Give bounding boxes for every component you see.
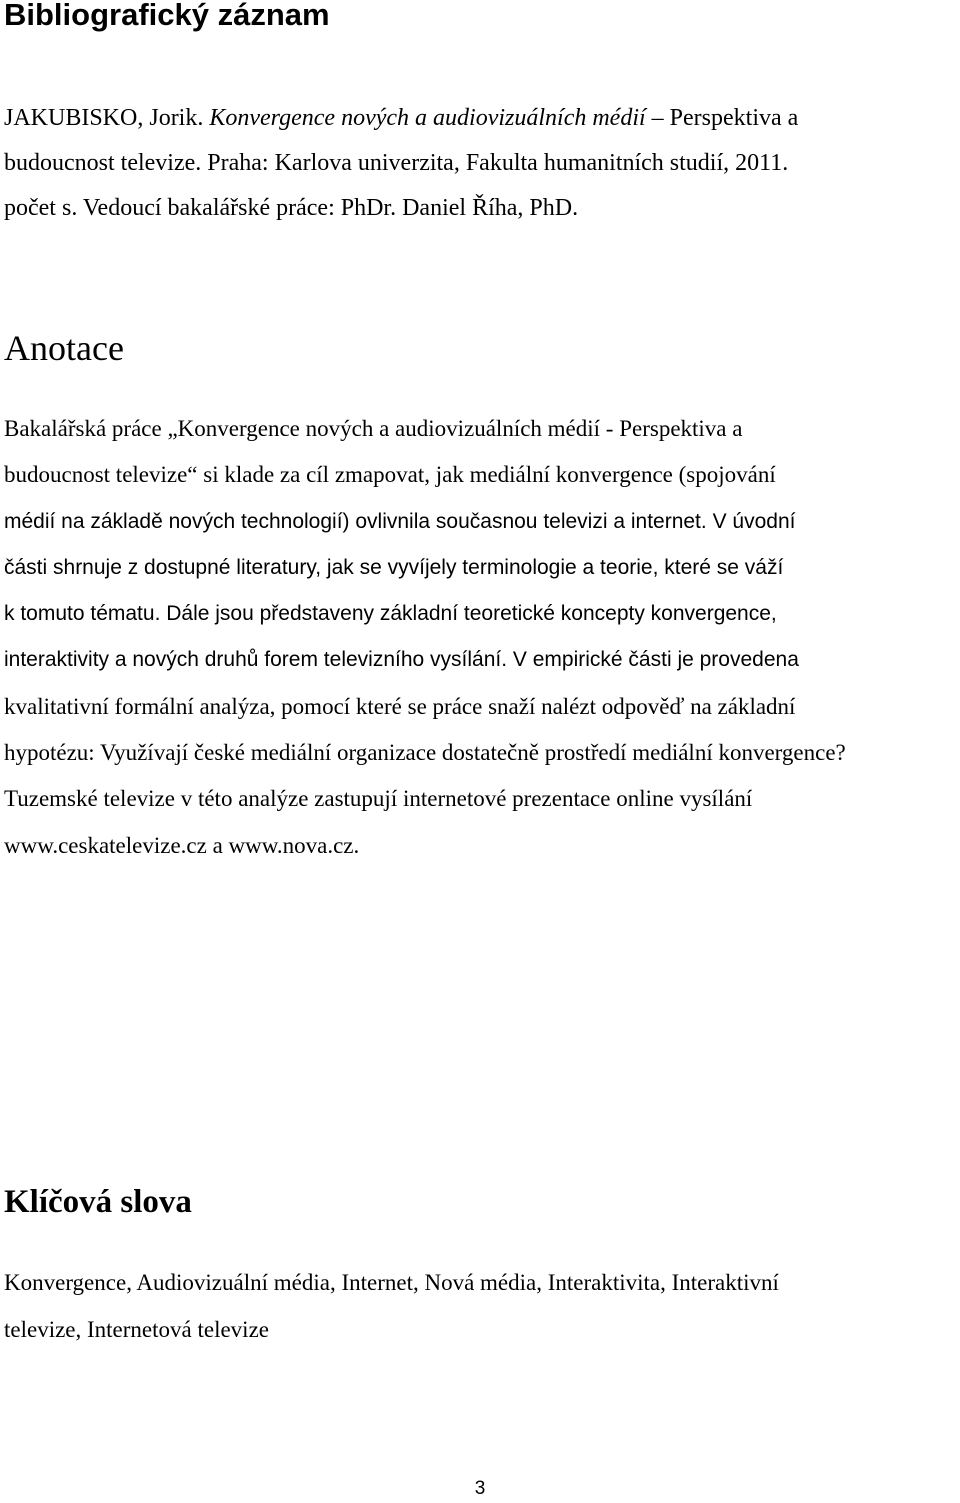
bibliographic-record bbox=[4, 96, 954, 231]
keywords-line-1: Konvergence, Audiovizuální média, Internet, Nová média, Interaktivita, Interaktivní bbox=[4, 1270, 779, 1295]
annotation-line: kvalitativní formální analýza, pomocí které se práce snaží nalézt odpověď na základní bbox=[4, 693, 796, 719]
keywords-heading: Klíčová slova bbox=[4, 1184, 192, 1220]
annotation-line: části shrnuje z dostupné literatury, jak se vyvíjely terminologie a teorie, které se váží bbox=[4, 555, 784, 579]
annotation-line: médií na základě nových technologií) ovlivnila současnou televizi a internet. V úvodní bbox=[4, 509, 796, 533]
thesis-title: Konvergence nových a audiovizuálních médií bbox=[209, 105, 646, 131]
thesis-subtitle: – Perspektiva a bbox=[645, 105, 799, 131]
bibliographic-line-3: počet s. Vedoucí bakalářské práce: PhDr. Daniel Říha, PhD. bbox=[4, 195, 579, 221]
annotation-line: budoucnost televize“ si klade za cíl zmapovat, jak mediální konvergence (spojování bbox=[4, 462, 776, 488]
author-name: JAKUBISKO, Jorik. bbox=[4, 105, 210, 131]
page-number: 3 bbox=[474, 1478, 486, 1499]
annotation-line: k tomuto tématu. Dále jsou představeny základní teoretické koncepty konvergence, bbox=[4, 602, 777, 626]
bibliographic-line-2: budoucnost televize. Praha: Karlova univerzita, Fakulta humanitních studií, 2011. bbox=[4, 150, 789, 176]
annotation-line: www.ceskatelevize.cz a www.nova.cz. bbox=[4, 832, 360, 858]
annotation-line: interaktivity a nových druhů forem televizního vysílání. V empirické části je provedena bbox=[4, 648, 799, 672]
annotation-line: Tuzemské televize v této analýze zastupují internetové prezentace online vysílání bbox=[4, 786, 753, 812]
annotation-line: hypotézu: Využívají české mediální organizace dostatečně prostředí mediální konvergence? bbox=[4, 740, 846, 766]
annotation-text bbox=[4, 406, 954, 869]
annotation-line: Bakalářská práce „Konvergence nových a audiovizuálních médií - Perspektiva a bbox=[4, 416, 743, 441]
bibliographic-heading: Bibliografický záznam bbox=[4, 0, 330, 32]
bibliographic-line-1 bbox=[4, 96, 954, 141]
keywords-line-2: televize, Internetová televize bbox=[4, 1317, 269, 1342]
annotation-heading: Anotace bbox=[4, 328, 124, 368]
keywords-text bbox=[4, 1259, 954, 1353]
